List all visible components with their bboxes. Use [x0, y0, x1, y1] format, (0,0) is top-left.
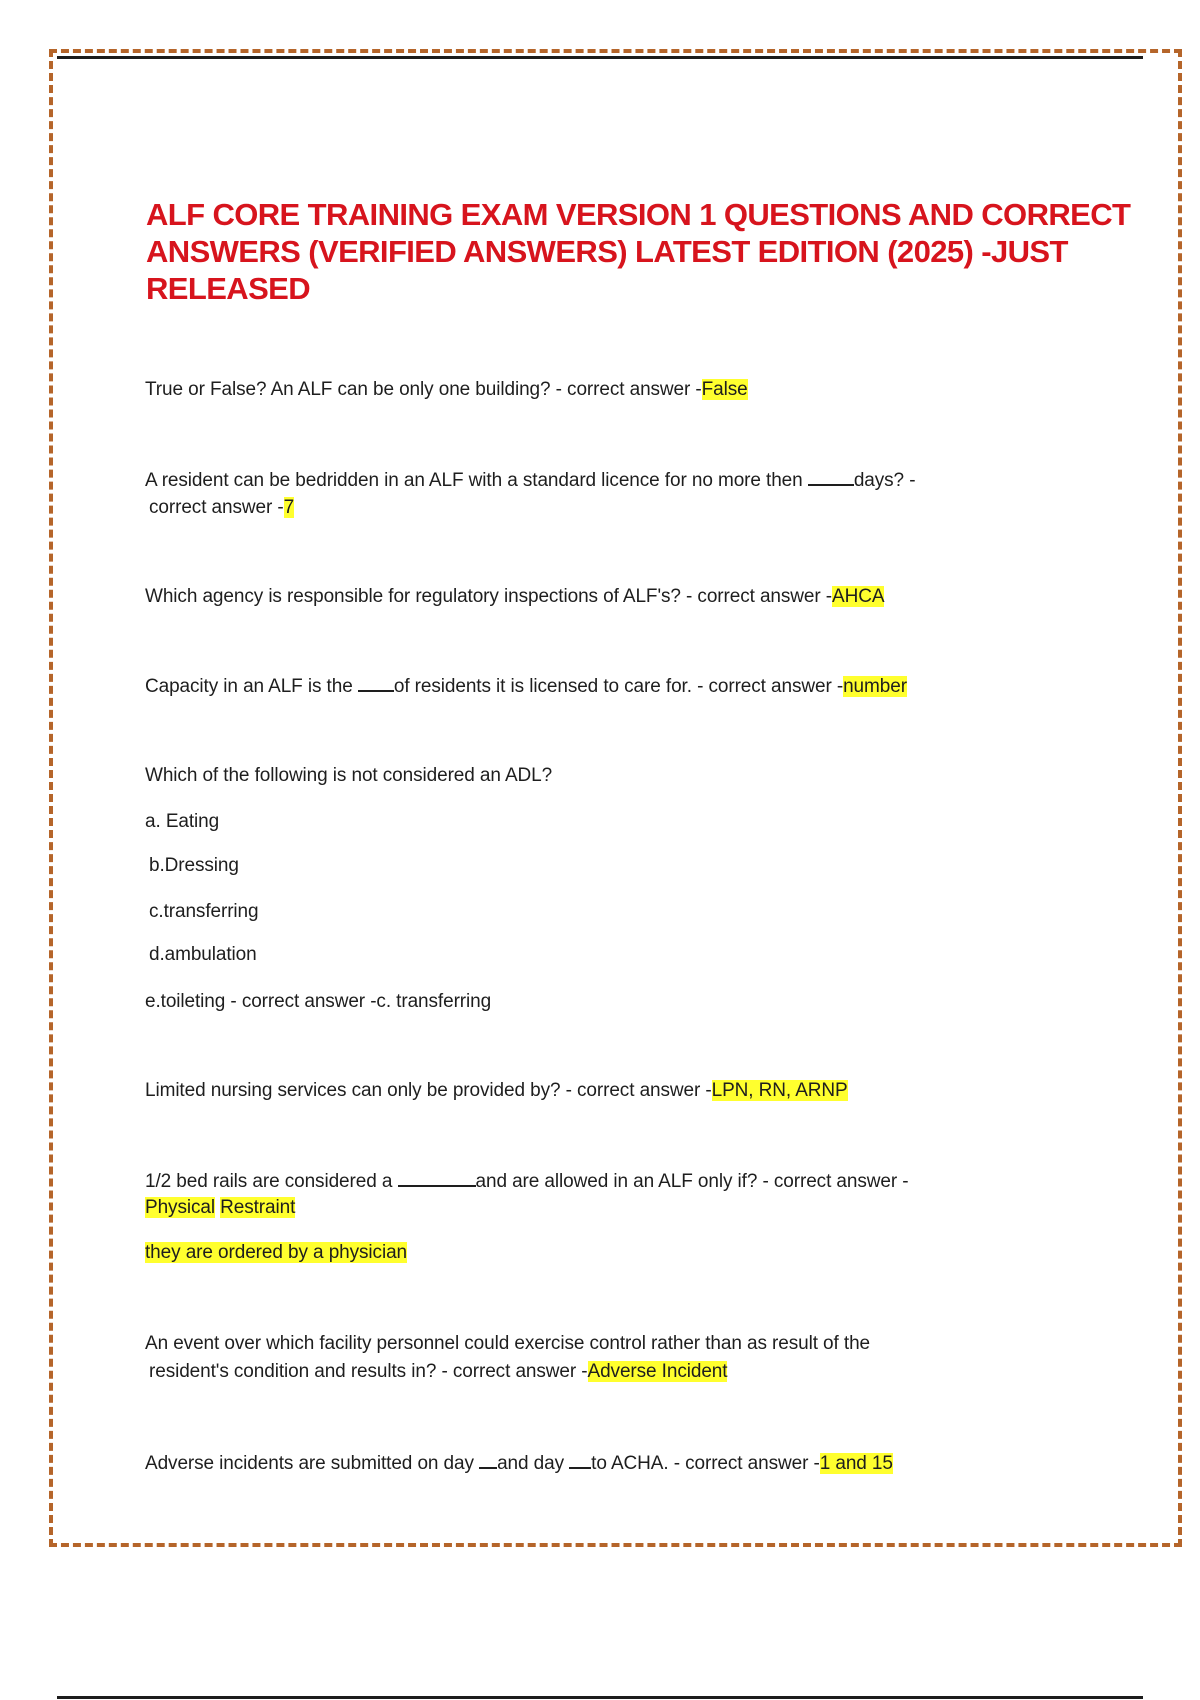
answer-highlight: LPN, RN, ARNP [711, 1080, 848, 1101]
question-2 [145, 466, 915, 495]
option-e-with-answer: e.toileting - correct answer -c. transferring [145, 991, 492, 1012]
answer-highlight: number [843, 676, 907, 697]
question-text-cont: to ACHA. - correct answer - [591, 1453, 820, 1474]
fill-in-blank [358, 672, 394, 692]
answer-highlight: Physical [145, 1197, 215, 1218]
question-7 [145, 1167, 909, 1196]
option-a: a. Eating [145, 811, 220, 832]
option-b: b.Dressing [149, 855, 239, 876]
fill-in-blank [808, 466, 854, 486]
fill-in-blank [398, 1167, 476, 1187]
question-text-cont: of residents it is licensed to care for. - correct answer - [393, 676, 844, 697]
answer-highlight: they are ordered by a physician [145, 1242, 408, 1263]
question-text: A resident can be bedridden in an ALF with a standard licence for no more then [145, 470, 808, 491]
answer-highlight: Adverse Incident [587, 1361, 728, 1382]
question-2-line-2 [149, 494, 294, 522]
option-c: c.transferring [149, 901, 259, 922]
question-text: Limited nursing services can only be provided by? - correct answer - [145, 1080, 712, 1101]
document-title [146, 196, 1131, 307]
question-8: An event over which facility personnel could exercise control rather than as result of the [145, 1333, 870, 1354]
footer-rule [57, 1696, 1143, 1699]
question-9 [145, 1449, 893, 1478]
question-3 [145, 583, 884, 611]
question-4 [145, 672, 907, 701]
fill-in-blank [479, 1449, 497, 1469]
question-1 [145, 376, 748, 404]
answer-highlight: AHCA [832, 586, 885, 607]
question-text-cont: days? - [853, 470, 916, 491]
question-7-answer-line [145, 1194, 295, 1222]
answer-highlight: 1 and 15 [819, 1453, 893, 1474]
question-7-answer-condition [145, 1239, 407, 1267]
question-text: 1/2 bed rails are considered a [145, 1171, 398, 1192]
question-6 [145, 1077, 848, 1105]
title-line-1: ALF CORE TRAINING EXAM VERSION 1 QUESTIONS AND CORRECT [146, 197, 1131, 232]
answer-highlight: 7 [283, 497, 295, 518]
title-line-2: ANSWERS (VERIFIED ANSWERS) LATEST EDITION (2025) -JUST [146, 234, 1068, 269]
title-line-3: RELEASED [146, 271, 311, 306]
question-text: True or False? An ALF can be only one building? - correct answer - [145, 379, 702, 400]
question-text-cont: and day [497, 1453, 570, 1474]
header-rule [57, 56, 1143, 59]
option-d: d.ambulation [149, 944, 257, 965]
question-text: resident's condition and results in? - correct answer - [149, 1361, 588, 1382]
fill-in-blank [569, 1449, 591, 1469]
question-text: Which agency is responsible for regulatory inspections of ALF's? - correct answer - [145, 586, 833, 607]
answer-highlight: Restraint [220, 1197, 296, 1218]
question-text: Adverse incidents are submitted on day [145, 1453, 480, 1474]
question-text: correct answer - [149, 497, 284, 518]
answer-highlight: False [701, 379, 748, 400]
question-5-prompt: Which of the following is not considered an ADL? [145, 765, 553, 786]
question-text: Capacity in an ALF is the [145, 676, 358, 697]
question-8-line-2 [149, 1358, 727, 1386]
question-text-cont: and are allowed in an ALF only if? - correct answer - [475, 1171, 909, 1192]
